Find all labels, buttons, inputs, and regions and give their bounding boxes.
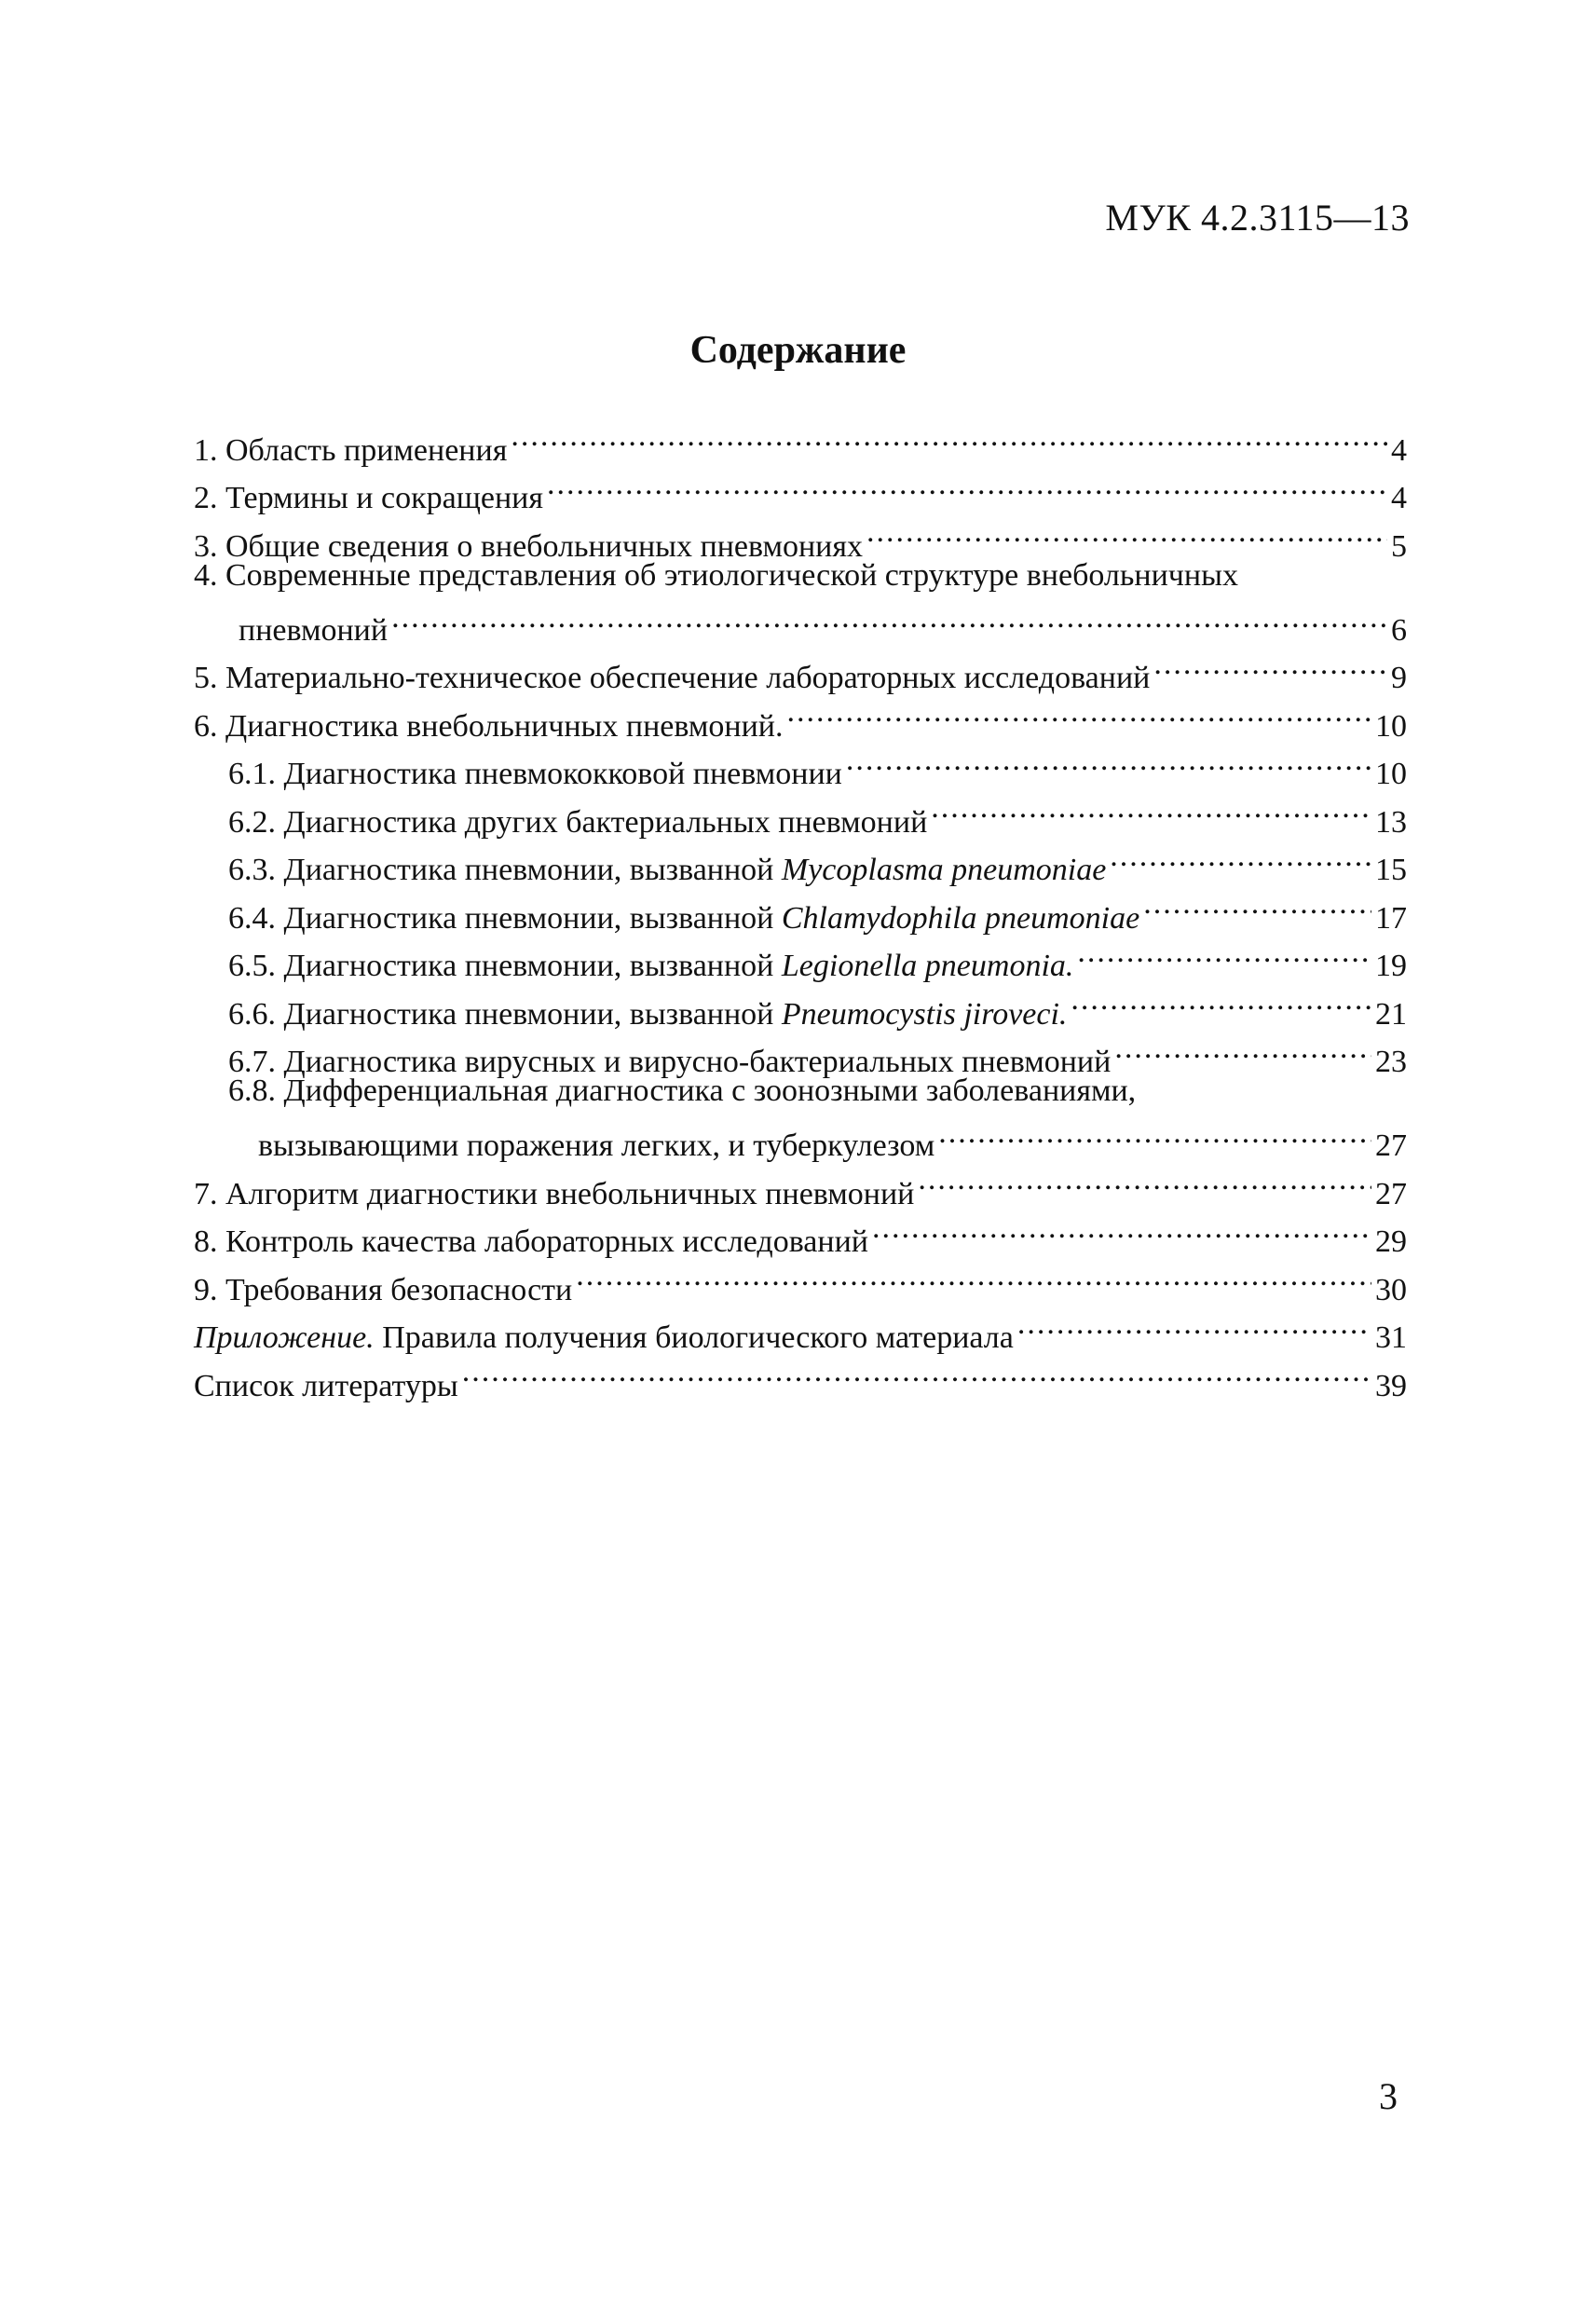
toc-entry-label: 2. Термины и сокращения <box>194 481 543 515</box>
toc-entry-label: 7. Алгоритм диагностики внебольничных пневмоний <box>194 1176 915 1211</box>
toc-entry-page: 15 <box>1375 853 1407 887</box>
toc-entry-page: 27 <box>1375 1176 1407 1211</box>
toc-entry-page: 10 <box>1375 708 1407 744</box>
toc-entry-label <box>228 895 1139 943</box>
toc-leader-dots <box>846 736 1371 785</box>
toc-title: Содержание <box>689 329 907 372</box>
toc-entry-page: 27 <box>1375 1128 1407 1163</box>
toc-entry-page: 30 <box>1375 1272 1407 1307</box>
toc-leader-dots <box>866 508 1387 556</box>
toc-entry-label-text: Правила получения биологического материала <box>374 1320 1014 1355</box>
page-number: 3 <box>1379 2075 1398 2117</box>
toc-entry-page: 4 <box>1391 481 1407 515</box>
toc-entry-label <box>228 942 1073 991</box>
toc-entry-label: 1. Область применения <box>194 432 508 468</box>
toc-leader-dots <box>1017 1300 1371 1348</box>
toc-entry-label: 9. Требования безопасности <box>194 1272 573 1307</box>
toc-entry[interactable] <box>194 556 1407 648</box>
toc-entry-label: 6.7. Диагностика вирусных и вирусно-бактериальных пневмоний <box>228 1045 1112 1079</box>
toc-entry-label: 6.2. Диагностика других бактериальных пневмоний <box>228 804 928 840</box>
toc-entry-page: 6 <box>1391 612 1407 648</box>
toc-entry-label-text: 6.3. Диагностика пневмонии, вызванной <box>228 853 782 887</box>
toc-entry-page: 10 <box>1375 757 1407 791</box>
toc-entry-label: Список литературы <box>194 1368 458 1403</box>
toc-leader-dots <box>1110 832 1371 881</box>
toc-entry-label: 6. Диагностика внебольничных пневмоний. <box>194 708 784 744</box>
toc-entry-page: 17 <box>1375 900 1407 936</box>
toc-entry-label: 3. Общие сведения о внебольничных пневмониях <box>194 528 864 564</box>
toc-leader-dots <box>1114 1024 1371 1073</box>
toc-entry-page: 4 <box>1391 432 1407 468</box>
toc-leader-dots <box>391 595 1387 640</box>
toc-subentry[interactable] <box>194 1072 1407 1163</box>
toc-entry-page: 19 <box>1375 949 1407 983</box>
toc-entry-page: 29 <box>1375 1224 1407 1259</box>
toc-leader-dots <box>931 784 1371 832</box>
toc-leader-dots <box>576 1251 1371 1300</box>
toc-entry-page: 39 <box>1375 1368 1407 1403</box>
toc-entry-page: 13 <box>1375 804 1407 840</box>
toc-entry-label: 8. Контроль качества лабораторных исследований <box>194 1224 868 1259</box>
toc-entry-label-text: 6.5. Диагностика пневмонии, вызванной <box>228 949 782 983</box>
toc-entry-page: 9 <box>1391 661 1407 695</box>
toc-entry-label-text: 6.6. Диагностика пневмонии, вызванной <box>228 996 782 1032</box>
toc-leader-dots <box>462 1347 1371 1396</box>
document-code: МУК 4.2.3115—13 <box>1105 197 1410 239</box>
appendix-prefix: Приложение. <box>194 1320 375 1355</box>
toc-entry-label: 6.1. Диагностика пневмококковой пневмонии <box>228 757 842 791</box>
toc-entry-label <box>228 846 1106 895</box>
toc-entry-page: 23 <box>1375 1045 1407 1079</box>
toc-entry[interactable] <box>194 412 1407 468</box>
toc-leader-dots <box>938 1111 1371 1156</box>
toc-entry-label: 5. Материально-техническое обеспечение лабораторных исследований <box>194 661 1151 695</box>
toc-leader-dots <box>872 1204 1371 1252</box>
toc-entry-label-line1: 6.8. Дифференциальная диагностика с зоонозными заболеваниями, <box>228 1073 1137 1108</box>
toc-entry-label <box>228 991 1067 1039</box>
toc-entry-label-line2: вызывающими поражения легких, и туберкулезом <box>258 1128 935 1163</box>
toc-entry-species: Legionella pneumonia. <box>781 949 1074 983</box>
toc-leader-dots <box>1143 880 1371 928</box>
toc-entry-page: 31 <box>1375 1320 1407 1355</box>
toc-leader-dots <box>786 688 1371 736</box>
toc-entry-label-text: 6.4. Диагностика пневмонии, вызванной <box>228 900 782 936</box>
toc-leader-dots <box>1071 976 1371 1024</box>
toc-entry-species: Mycoplasma pneumoniae <box>781 853 1107 887</box>
toc-entry-page: 5 <box>1391 528 1407 564</box>
toc-leader-dots <box>547 460 1387 509</box>
table-of-contents <box>194 412 1407 1403</box>
toc-entry-species: Pneumocystis jiroveci. <box>781 996 1068 1032</box>
toc-leader-dots <box>1077 928 1371 977</box>
toc-leader-dots <box>1153 640 1387 689</box>
toc-entry-label-line2: пневмоний <box>239 612 389 648</box>
toc-leader-dots <box>511 412 1387 460</box>
toc-entry-species: Chlamydophila pneumoniae <box>781 900 1140 936</box>
toc-entry-label-line1: 4. Современные представления об этиологической структуре внебольничных <box>194 557 1238 593</box>
toc-entry-page: 21 <box>1375 996 1407 1032</box>
toc-leader-dots <box>918 1156 1371 1204</box>
